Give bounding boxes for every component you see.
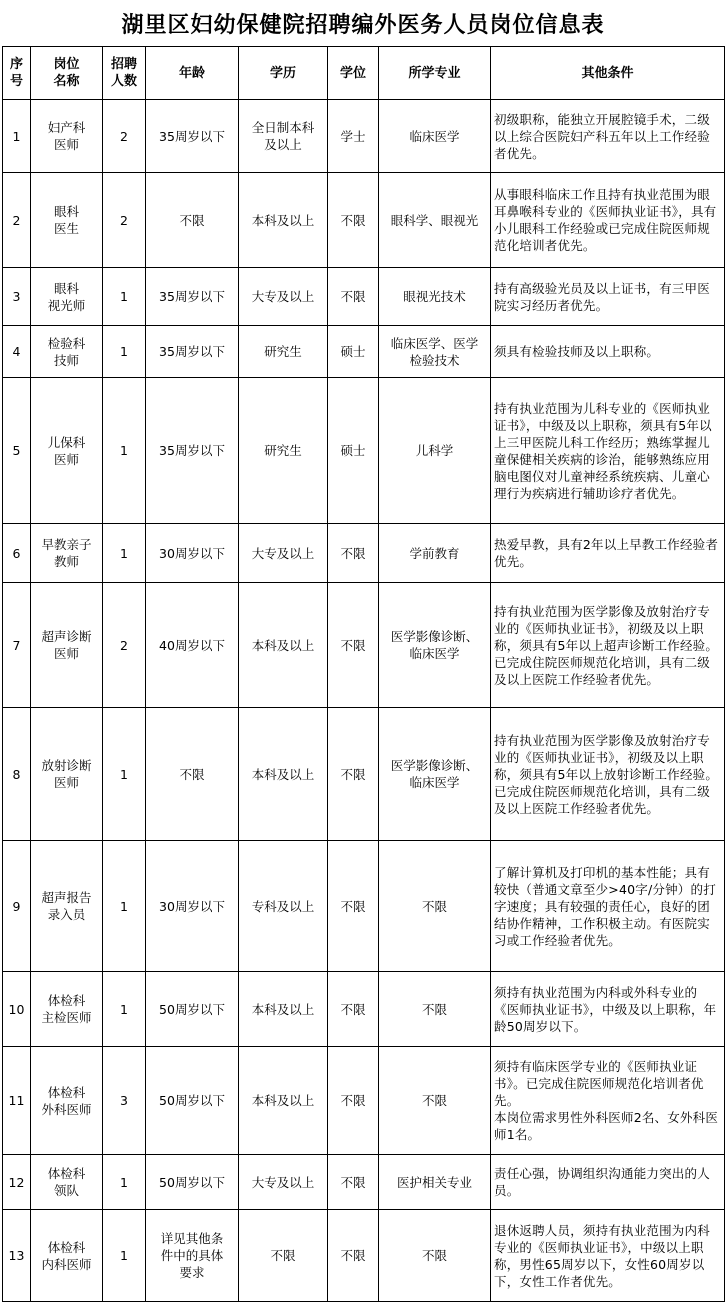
seq-cell: 9 bbox=[3, 841, 31, 972]
count-cell: 1 bbox=[103, 972, 146, 1047]
count-cell: 2 bbox=[103, 100, 146, 173]
degree-cell: 不限 bbox=[328, 524, 379, 583]
education-cell: 大专及以上 bbox=[239, 1155, 328, 1210]
major-cell: 眼视光技术 bbox=[379, 268, 491, 326]
education-cell: 不限 bbox=[239, 1210, 328, 1302]
position-cell: 体检科 外科医师 bbox=[31, 1047, 103, 1155]
table-row bbox=[3, 173, 725, 268]
seq-cell: 10 bbox=[3, 972, 31, 1047]
degree-cell: 不限 bbox=[328, 708, 379, 841]
table-row bbox=[3, 972, 725, 1047]
count-cell: 1 bbox=[103, 326, 146, 378]
table-row bbox=[3, 1047, 725, 1155]
seq-cell: 3 bbox=[3, 268, 31, 326]
position-cell: 体检科 内科医师 bbox=[31, 1210, 103, 1302]
education-cell: 本科及以上 bbox=[239, 583, 328, 708]
degree-cell: 不限 bbox=[328, 583, 379, 708]
education-cell: 本科及以上 bbox=[239, 1047, 328, 1155]
education-cell: 大专及以上 bbox=[239, 524, 328, 583]
header-other: 其他条件 bbox=[491, 47, 725, 100]
count-cell: 1 bbox=[103, 841, 146, 972]
count-cell: 1 bbox=[103, 378, 146, 524]
degree-cell: 不限 bbox=[328, 1047, 379, 1155]
degree-cell: 不限 bbox=[328, 173, 379, 268]
table-row bbox=[3, 708, 725, 841]
seq-cell: 13 bbox=[3, 1210, 31, 1302]
seq-cell: 4 bbox=[3, 326, 31, 378]
header-major: 所学专业 bbox=[379, 47, 491, 100]
age-cell: 50周岁以下 bbox=[146, 1047, 239, 1155]
other-conditions-cell: 了解计算机及打印机的基本性能；具有较快（普通文章至少>40字/分钟）的打字速度；具有较强的责任心，良好的团结协作精神，工作积极主动。有医院实习或工作经验者优先。 bbox=[491, 841, 725, 972]
age-cell: 50周岁以下 bbox=[146, 1155, 239, 1210]
header-degree: 学位 bbox=[328, 47, 379, 100]
position-cell: 妇产科 医师 bbox=[31, 100, 103, 173]
major-cell: 儿科学 bbox=[379, 378, 491, 524]
age-cell: 35周岁以下 bbox=[146, 378, 239, 524]
degree-cell: 硕士 bbox=[328, 326, 379, 378]
age-cell: 不限 bbox=[146, 173, 239, 268]
seq-cell: 8 bbox=[3, 708, 31, 841]
age-cell: 30周岁以下 bbox=[146, 841, 239, 972]
education-cell: 本科及以上 bbox=[239, 708, 328, 841]
table-row bbox=[3, 326, 725, 378]
seq-cell: 12 bbox=[3, 1155, 31, 1210]
table-row bbox=[3, 268, 725, 326]
major-cell: 医学影像诊断、 临床医学 bbox=[379, 708, 491, 841]
degree-cell: 不限 bbox=[328, 841, 379, 972]
degree-cell: 不限 bbox=[328, 1155, 379, 1210]
other-conditions-cell: 持有执业范围为医学影像及放射治疗专业的《医师执业证书》，初级及以上职称，须具有5年以上放射诊断工作经验。已完成住院医师规范化培训，具有二级及以上医院工作经验者优先。 bbox=[491, 708, 725, 841]
other-conditions-cell: 退休返聘人员，须持有执业范围为内科专业的《医师执业证书》，中级以上职称，男性65周岁以下，女性60周岁以下，女性工作者优先。 bbox=[491, 1210, 725, 1302]
education-cell: 大专及以上 bbox=[239, 268, 328, 326]
degree-cell: 不限 bbox=[328, 1210, 379, 1302]
major-cell: 临床医学、医学 检验技术 bbox=[379, 326, 491, 378]
position-cell: 早教亲子 教师 bbox=[31, 524, 103, 583]
position-cell: 眼科 医生 bbox=[31, 173, 103, 268]
age-cell: 详见其他条 件中的具体 要求 bbox=[146, 1210, 239, 1302]
page-title: 湖里区妇幼保健院招聘编外医务人员岗位信息表 bbox=[121, 11, 605, 38]
other-conditions-cell: 持有高级验光员及以上证书，有三甲医院实习经历者优先。 bbox=[491, 268, 725, 326]
header-age: 年龄 bbox=[146, 47, 239, 100]
degree-cell: 不限 bbox=[328, 972, 379, 1047]
other-conditions-cell: 初级职称，能独立开展腔镜手术，二级以上综合医院妇产科五年以上工作经验者优先。 bbox=[491, 100, 725, 173]
header-position: 岗位 名称 bbox=[31, 47, 103, 100]
position-cell: 体检科 领队 bbox=[31, 1155, 103, 1210]
header-education: 学历 bbox=[239, 47, 328, 100]
education-cell: 全日制本科 及以上 bbox=[239, 100, 328, 173]
seq-cell: 5 bbox=[3, 378, 31, 524]
major-cell: 不限 bbox=[379, 972, 491, 1047]
education-cell: 研究生 bbox=[239, 326, 328, 378]
count-cell: 2 bbox=[103, 583, 146, 708]
age-cell: 35周岁以下 bbox=[146, 326, 239, 378]
count-cell: 1 bbox=[103, 268, 146, 326]
education-cell: 研究生 bbox=[239, 378, 328, 524]
other-conditions-cell: 持有执业范围为儿科专业的《医师执业证书》，中级及以上职称，须具有5年以上三甲医院儿科工作经历；熟练掌握儿童保健相关疾病的诊治，能够熟练应用脑电图仪对儿童神经系统疾病、儿童心理行为疾病进行辅助诊疗者优先。 bbox=[491, 378, 725, 524]
age-cell: 不限 bbox=[146, 708, 239, 841]
major-cell: 医护相关专业 bbox=[379, 1155, 491, 1210]
seq-cell: 11 bbox=[3, 1047, 31, 1155]
age-cell: 30周岁以下 bbox=[146, 524, 239, 583]
degree-cell: 硕士 bbox=[328, 378, 379, 524]
table-row bbox=[3, 100, 725, 173]
count-cell: 3 bbox=[103, 1047, 146, 1155]
count-cell: 1 bbox=[103, 1155, 146, 1210]
degree-cell: 不限 bbox=[328, 268, 379, 326]
major-cell: 眼科学、眼视光 bbox=[379, 173, 491, 268]
table-row bbox=[3, 1210, 725, 1302]
position-cell: 检验科 技师 bbox=[31, 326, 103, 378]
other-conditions-cell: 从事眼科临床工作且持有执业范围为眼耳鼻喉科专业的《医师执业证书》，具有小儿眼科工作经验或已完成住院医师规范化培训者优先。 bbox=[491, 173, 725, 268]
education-cell: 本科及以上 bbox=[239, 972, 328, 1047]
table-row bbox=[3, 583, 725, 708]
age-cell: 35周岁以下 bbox=[146, 100, 239, 173]
other-conditions-cell: 热爱早教，具有2年以上早教工作经验者优先。 bbox=[491, 524, 725, 583]
age-cell: 50周岁以下 bbox=[146, 972, 239, 1047]
position-cell: 超声诊断 医师 bbox=[31, 583, 103, 708]
major-cell: 不限 bbox=[379, 841, 491, 972]
seq-cell: 6 bbox=[3, 524, 31, 583]
other-conditions-cell: 须具有检验技师及以上职称。 bbox=[491, 326, 725, 378]
position-cell: 体检科 主检医师 bbox=[31, 972, 103, 1047]
position-cell: 放射诊断 医师 bbox=[31, 708, 103, 841]
count-cell: 1 bbox=[103, 708, 146, 841]
position-cell: 眼科 视光师 bbox=[31, 268, 103, 326]
table-row bbox=[3, 841, 725, 972]
positions-table bbox=[2, 46, 725, 1302]
seq-cell: 7 bbox=[3, 583, 31, 708]
other-conditions-cell: 责任心强，协调组织沟通能力突出的人员。 bbox=[491, 1155, 725, 1210]
table-row bbox=[3, 1155, 725, 1210]
education-cell: 专科及以上 bbox=[239, 841, 328, 972]
seq-cell: 2 bbox=[3, 173, 31, 268]
seq-cell: 1 bbox=[3, 100, 31, 173]
other-conditions-cell: 须持有临床医学专业的《医师执业证书》。已完成住院医师规范化培训者优先。 本岗位需求男性外科医师2名、女外科医师1名。 bbox=[491, 1047, 725, 1155]
header-seq: 序 号 bbox=[3, 47, 31, 100]
position-cell: 儿保科 医师 bbox=[31, 378, 103, 524]
major-cell: 不限 bbox=[379, 1210, 491, 1302]
other-conditions-cell: 持有执业范围为医学影像及放射治疗专业的《医师执业证书》，初级及以上职称，须具有5年以上超声诊断工作经验。已完成住院医师规范化培训，具有二级及以上医院工作经验者优先。 bbox=[491, 583, 725, 708]
count-cell: 1 bbox=[103, 524, 146, 583]
other-conditions-cell: 须持有执业范围为内科或外科专业的《医师执业证书》，中级及以上职称，年龄50周岁以下。 bbox=[491, 972, 725, 1047]
major-cell: 不限 bbox=[379, 1047, 491, 1155]
major-cell: 医学影像诊断、 临床医学 bbox=[379, 583, 491, 708]
header-row bbox=[3, 47, 725, 100]
table-row bbox=[3, 378, 725, 524]
age-cell: 40周岁以下 bbox=[146, 583, 239, 708]
count-cell: 1 bbox=[103, 1210, 146, 1302]
age-cell: 35周岁以下 bbox=[146, 268, 239, 326]
header-count: 招聘 人数 bbox=[103, 47, 146, 100]
major-cell: 临床医学 bbox=[379, 100, 491, 173]
education-cell: 本科及以上 bbox=[239, 173, 328, 268]
major-cell: 学前教育 bbox=[379, 524, 491, 583]
count-cell: 2 bbox=[103, 173, 146, 268]
table-row bbox=[3, 524, 725, 583]
degree-cell: 学士 bbox=[328, 100, 379, 173]
position-cell: 超声报告 录入员 bbox=[31, 841, 103, 972]
